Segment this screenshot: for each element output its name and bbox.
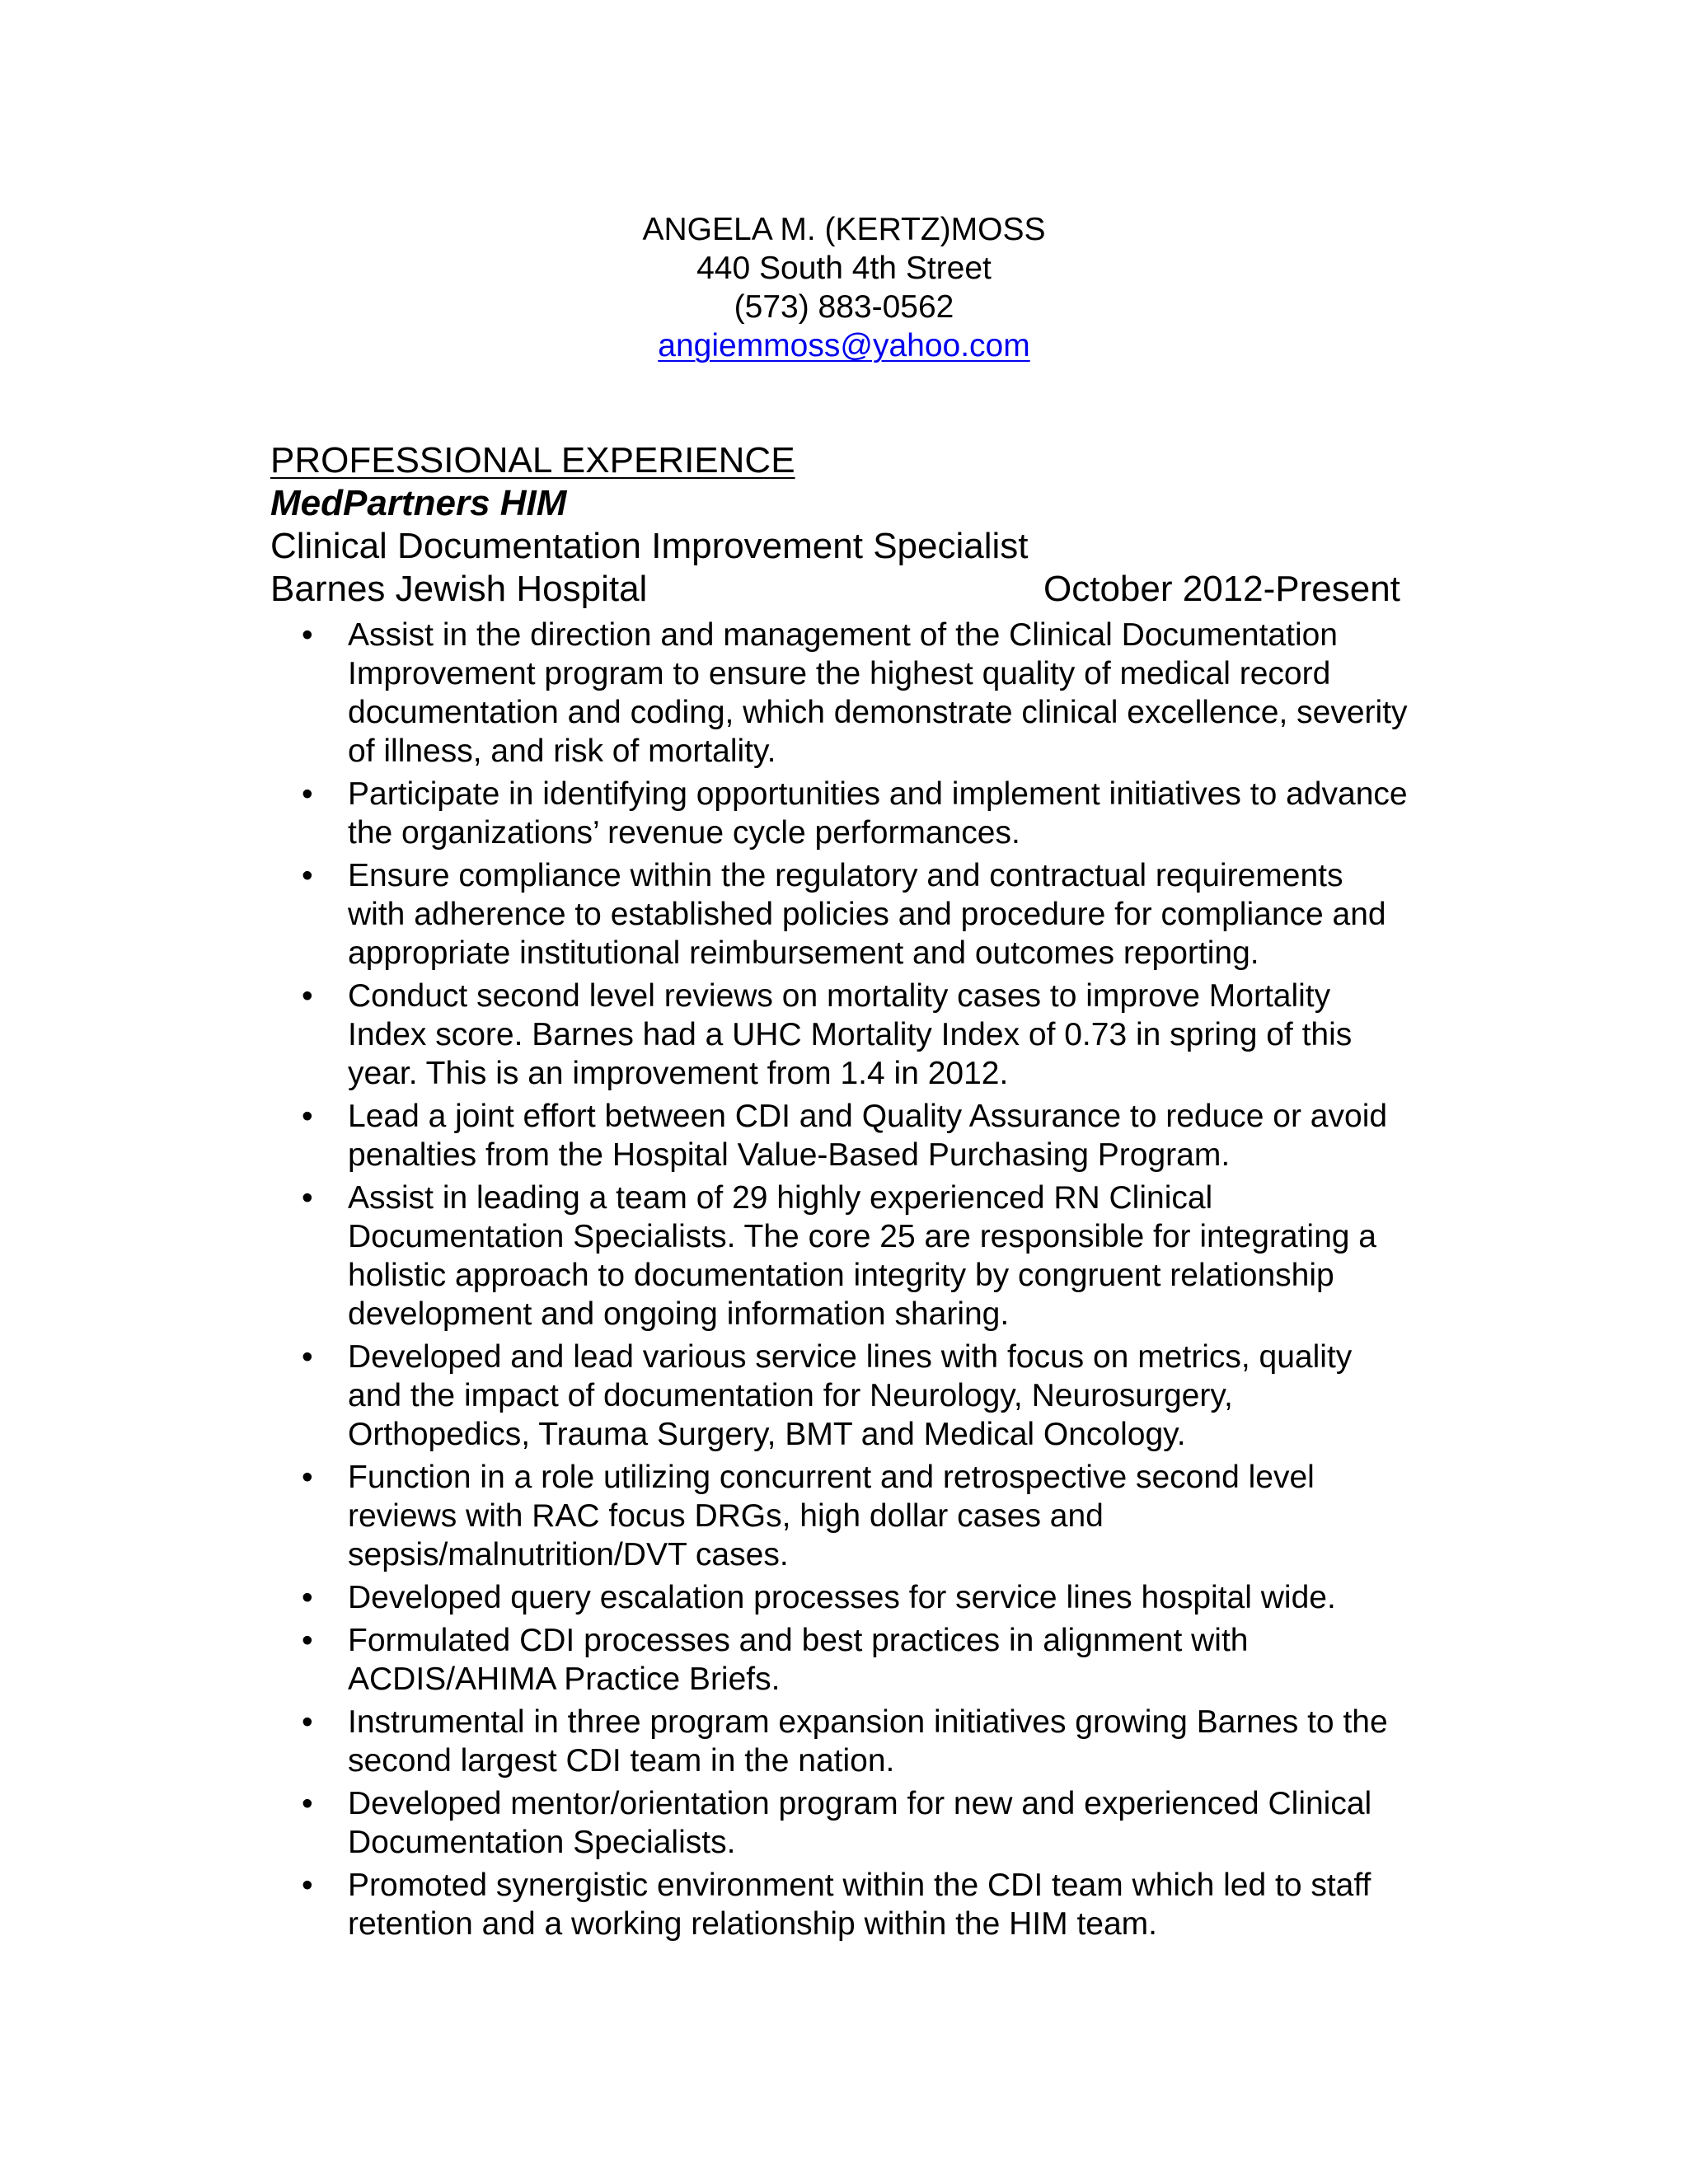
duty-line: penalties from the Hospital Value-Based Purchasing Program.: [348, 1137, 1231, 1173]
job-dates: October 2012-Present: [1043, 569, 1400, 609]
duty-item: [270, 1703, 1465, 1780]
duty-item: [270, 1784, 1465, 1862]
duty-line: with adherence to established policies and procedure for compliance and: [348, 897, 1386, 932]
candidate-name: ANGELA M. (KERTZ)MOSS: [642, 212, 1046, 247]
job-location-row: [270, 568, 1465, 611]
section-title: PROFESSIONAL EXPERIENCE: [270, 440, 795, 480]
duty-line: Assist in the direction and management of the Clinical Documentation: [348, 617, 1338, 653]
bullet-icon: •: [302, 617, 313, 653]
duty-line: appropriate institutional reimbursement and outcomes reporting.: [348, 935, 1259, 971]
phone-number: (573) 883-0562: [734, 289, 954, 325]
job-title: Clinical Documentation Improvement Specialist: [270, 526, 1029, 566]
duty-item: [270, 1866, 1465, 1943]
duty-line: Index score. Barnes had a UHC Mortality Index of 0.73 in spring of this: [348, 1017, 1353, 1052]
bullet-icon: •: [302, 1460, 313, 1495]
duty-line: Assist in leading a team of 29 highly experienced RN Clinical: [348, 1180, 1213, 1216]
bullet-icon: •: [302, 1180, 313, 1216]
duty-line: Conduct second level reviews on mortality cases to improve Mortality: [348, 978, 1331, 1014]
bullet-icon: •: [302, 1580, 313, 1615]
bullet-icon: •: [302, 1623, 313, 1658]
duty-line: Lead a joint effort between CDI and Quality Assurance to reduce or avoid: [348, 1099, 1388, 1134]
duty-item: [270, 1179, 1465, 1333]
duty-item: [270, 1338, 1465, 1454]
email-link[interactable]: angiemmoss@yahoo.com: [658, 328, 1030, 363]
duty-line: sepsis/malnutrition/DVT cases.: [348, 1537, 789, 1572]
duty-item: [270, 616, 1465, 771]
duty-item: [270, 1621, 1465, 1699]
duty-line: Developed and lead various service lines with focus on metrics, quality: [348, 1339, 1353, 1375]
duty-line: Formulated CDI processes and best practices in alignment with: [348, 1623, 1249, 1658]
professional-experience-section: [270, 439, 1465, 1942]
duty-line: reviews with RAC focus DRGs, high dollar cases and: [348, 1498, 1104, 1534]
duty-line: Function in a role utilizing concurrent and retrospective second level: [348, 1460, 1315, 1495]
bullet-icon: •: [302, 1786, 313, 1821]
duty-line: Developed query escalation processes for service lines hospital wide.: [348, 1580, 1336, 1615]
duty-line: Developed mentor/orientation program for new and experienced Clinical: [348, 1786, 1372, 1821]
duty-line: holistic approach to documentation integrity by congruent relationship: [348, 1258, 1334, 1293]
duty-line: retention and a working relationship within the HIM team.: [348, 1906, 1158, 1942]
bullet-icon: •: [302, 1099, 313, 1134]
duty-line: second largest CDI team in the nation.: [348, 1743, 895, 1779]
bullet-icon: •: [302, 978, 313, 1014]
duty-line: development and ongoing information sharing.: [348, 1296, 1010, 1332]
duty-line: Orthopedics, Trauma Surgery, BMT and Medical Oncology.: [348, 1417, 1186, 1452]
duty-line: Instrumental in three program expansion initiatives growing Barnes to the: [348, 1704, 1388, 1740]
duty-line: documentation and coding, which demonstrate clinical excellence, severity: [348, 695, 1408, 730]
duty-item: [270, 1458, 1465, 1574]
duty-item: [270, 775, 1465, 852]
bullet-icon: •: [302, 776, 313, 812]
employer-name: MedPartners HIM: [270, 483, 567, 523]
duty-line: and the impact of documentation for Neurology, Neurosurgery,: [348, 1378, 1233, 1413]
duty-item: [270, 856, 1465, 972]
duty-line: ACDIS/AHIMA Practice Briefs.: [348, 1661, 781, 1697]
bullet-icon: •: [302, 858, 313, 893]
duty-line: Promoted synergistic environment within the CDI team which led to staff: [348, 1868, 1372, 1903]
duty-item: [270, 1097, 1465, 1174]
duty-item: [270, 1578, 1465, 1617]
duty-line: Documentation Specialists. The core 25 are responsible for integrating a: [348, 1219, 1376, 1254]
job-location: Barnes Jewish Hospital: [270, 569, 648, 609]
duties-list: [270, 616, 1465, 1947]
bullet-icon: •: [302, 1704, 313, 1740]
resume-header: [0, 210, 1688, 365]
bullet-icon: •: [302, 1339, 313, 1375]
duty-line: year. This is an improvement from 1.4 in 2012.: [348, 1056, 1009, 1091]
duty-line: Participate in identifying opportunities and implement initiatives to advance: [348, 776, 1408, 812]
duty-line: Ensure compliance within the regulatory and contractual requirements: [348, 858, 1343, 893]
duty-line: Documentation Specialists.: [348, 1825, 736, 1860]
bullet-icon: •: [302, 1868, 313, 1903]
duty-item: [270, 977, 1465, 1093]
street-address: 440 South 4th Street: [696, 251, 992, 286]
duty-line: of illness, and risk of mortality.: [348, 733, 776, 769]
duty-line: Improvement program to ensure the highest quality of medical record: [348, 656, 1331, 691]
duty-line: the organizations’ revenue cycle performances.: [348, 815, 1020, 851]
